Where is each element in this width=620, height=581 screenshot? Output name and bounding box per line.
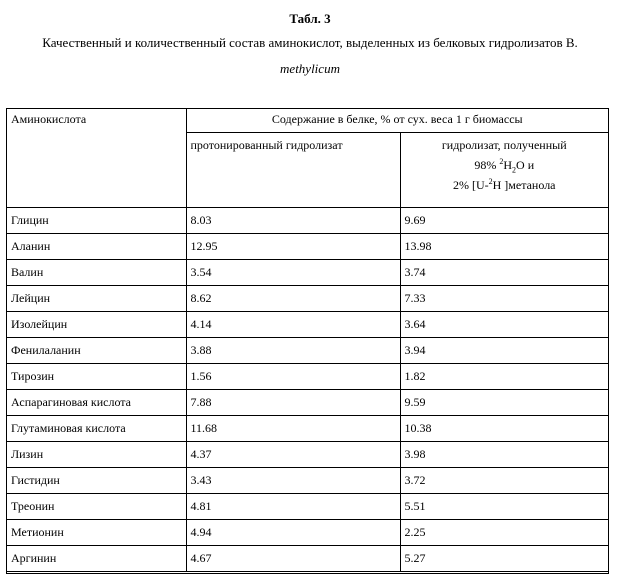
cell-protonated: 4.67 bbox=[186, 546, 400, 572]
table-row bbox=[7, 442, 608, 468]
cell-amino-acid: Глицин bbox=[7, 208, 186, 234]
cell-deuterated: 5.51 bbox=[400, 494, 608, 520]
cell-amino-acid: Гистидин bbox=[7, 468, 186, 494]
cell-amino-acid: Лейцин bbox=[7, 286, 186, 312]
header-deuterated bbox=[400, 133, 608, 208]
cell-amino-acid: Глутаминовая кислота bbox=[7, 416, 186, 442]
cell-protonated: 4.37 bbox=[186, 442, 400, 468]
table-row bbox=[7, 208, 608, 234]
header-protonated: протонированный гидролизат bbox=[186, 133, 400, 208]
table-header-row bbox=[7, 109, 608, 133]
table-body bbox=[7, 208, 608, 572]
cell-protonated: 4.94 bbox=[186, 520, 400, 546]
table-row bbox=[7, 234, 608, 260]
cell-amino-acid: Валин bbox=[7, 260, 186, 286]
cell-protonated: 12.95 bbox=[186, 234, 400, 260]
table-row bbox=[7, 520, 608, 546]
cell-protonated: 3.54 bbox=[186, 260, 400, 286]
table-row bbox=[7, 338, 608, 364]
header-deuterated-line3: 2% [U-$^2$H ]метанола bbox=[452, 177, 556, 192]
cell-protonated: 3.43 bbox=[186, 468, 400, 494]
cell-deuterated: 3.72 bbox=[400, 468, 608, 494]
cell-amino-acid: Лизин bbox=[7, 442, 186, 468]
table-row bbox=[7, 546, 608, 572]
cell-amino-acid: Фенилаланин bbox=[7, 338, 186, 364]
cell-protonated: 11.68 bbox=[186, 416, 400, 442]
amino-acid-table bbox=[6, 108, 609, 574]
table-number: Табл. 3 bbox=[289, 11, 331, 26]
table-row bbox=[7, 494, 608, 520]
cell-deuterated: 3.74 bbox=[400, 260, 608, 286]
cell-protonated: 8.03 bbox=[186, 208, 400, 234]
cell-amino-acid: Тирозин bbox=[7, 364, 186, 390]
cell-deuterated: 9.59 bbox=[400, 390, 608, 416]
cell-amino-acid: Аргинин bbox=[7, 546, 186, 572]
cell-amino-acid: Изолейцин bbox=[7, 312, 186, 338]
table-row bbox=[7, 286, 608, 312]
table-title: Качественный и количественный состав аминокислот, выделенных из белковых гидролизатов B. bbox=[42, 35, 578, 50]
cell-protonated: 4.14 bbox=[186, 312, 400, 338]
cell-amino-acid: Метионин bbox=[7, 520, 186, 546]
table-row bbox=[7, 390, 608, 416]
table-row bbox=[7, 364, 608, 390]
amino-acid-table-grid bbox=[7, 109, 608, 572]
header-content: Содержание в белке, % от сух. веса 1 г биомассы bbox=[186, 109, 608, 133]
table-caption bbox=[0, 9, 620, 79]
cell-amino-acid: Аланин bbox=[7, 234, 186, 260]
cell-protonated: 7.88 bbox=[186, 390, 400, 416]
cell-deuterated: 10.38 bbox=[400, 416, 608, 442]
cell-protonated: 3.88 bbox=[186, 338, 400, 364]
cell-deuterated: 2.25 bbox=[400, 520, 608, 546]
cell-deuterated: 5.27 bbox=[400, 546, 608, 572]
cell-protonated: 1.56 bbox=[186, 364, 400, 390]
cell-amino-acid: Аспарагиновая кислота bbox=[7, 390, 186, 416]
header-amino-acid: Аминокислота bbox=[7, 109, 186, 208]
table-row bbox=[7, 416, 608, 442]
cell-deuterated: 3.98 bbox=[400, 442, 608, 468]
table-title-continuation: methylicum bbox=[280, 61, 340, 76]
table-row bbox=[7, 260, 608, 286]
cell-deuterated: 3.64 bbox=[400, 312, 608, 338]
cell-amino-acid: Треонин bbox=[7, 494, 186, 520]
header-deuterated-line2: 98% $^2H_2O$ и bbox=[474, 157, 535, 175]
cell-deuterated: 1.82 bbox=[400, 364, 608, 390]
cell-deuterated: 9.69 bbox=[400, 208, 608, 234]
cell-deuterated: 13.98 bbox=[400, 234, 608, 260]
table-row bbox=[7, 312, 608, 338]
cell-deuterated: 7.33 bbox=[400, 286, 608, 312]
cell-deuterated: 3.94 bbox=[400, 338, 608, 364]
cell-protonated: 8.62 bbox=[186, 286, 400, 312]
cell-protonated: 4.81 bbox=[186, 494, 400, 520]
table-row bbox=[7, 468, 608, 494]
header-deuterated-line1: гидролизат, полученный bbox=[441, 138, 567, 152]
